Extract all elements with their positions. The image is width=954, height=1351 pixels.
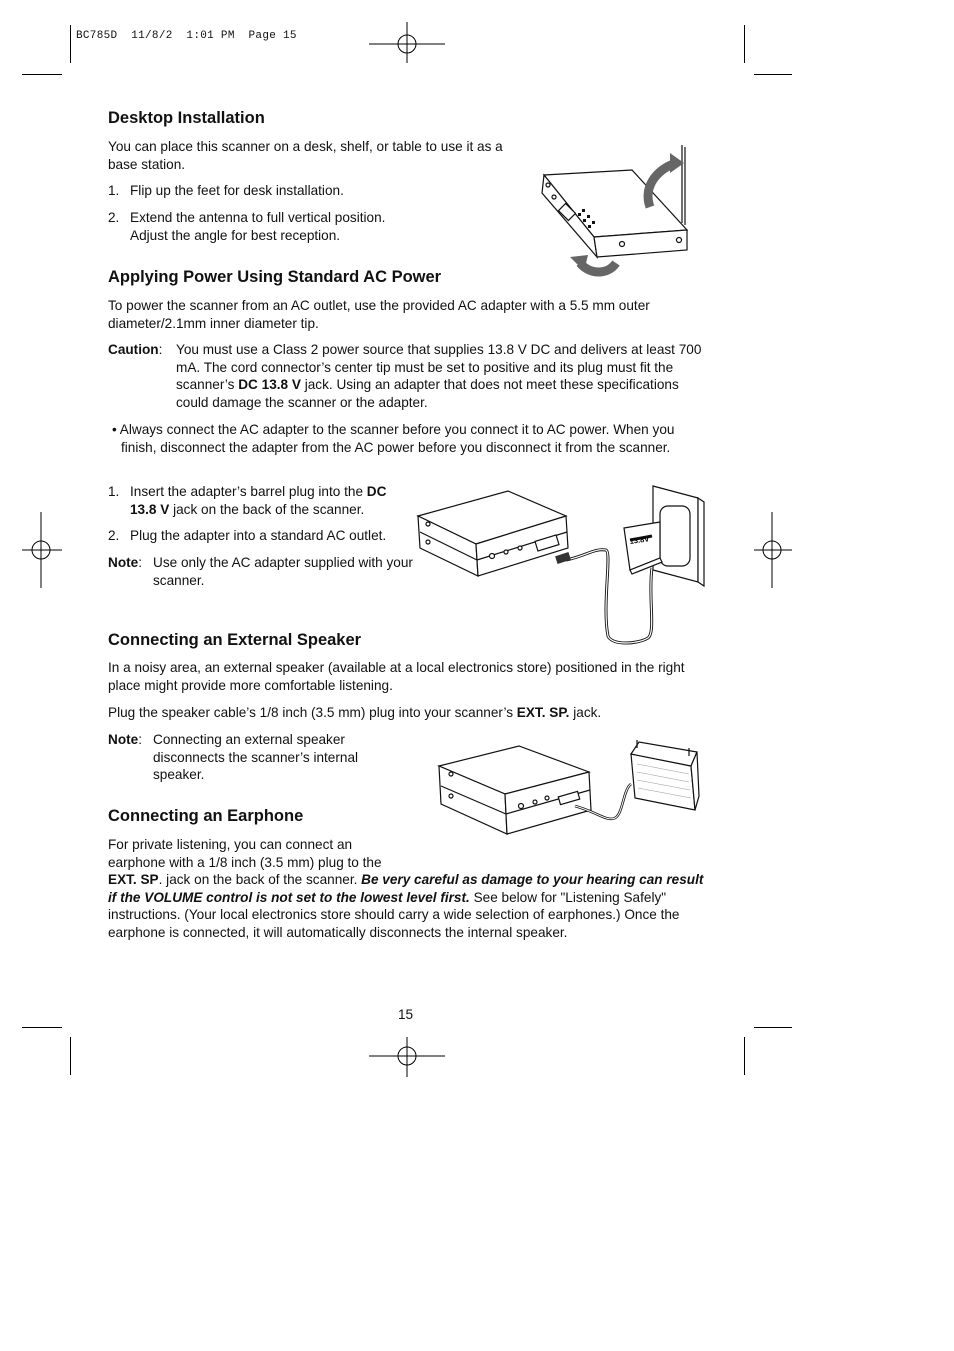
step-number: 1. bbox=[108, 183, 120, 198]
earphone-text: EXT. SP. jack on the back of the scanner. Be very careful as damage to your hearing can result if the VOLUME control is not set to the lowest level first. See below for "Listening Safely" instructions. (Your local electronics store should carry a wide selection of earphones.) Once the earphone is connected, it will automatically disconnects the internal speaker. bbox=[108, 872, 704, 940]
power-step-1: Insert the adapter’s barrel plug into the DC 13.8 V jack on the back of the scanner. bbox=[130, 484, 387, 517]
desktop-step-2: Extend the antenna to full vertical position. Adjust the angle for best reception. bbox=[130, 210, 386, 243]
section-heading-desktop: Desktop Installation bbox=[108, 109, 265, 127]
print-slug: BC785D 11/8/2 1:01 PM Page 15 bbox=[76, 30, 297, 42]
external-speaker-illustration bbox=[437, 738, 699, 838]
section-heading-earphone: Connecting an Earphone bbox=[108, 807, 304, 825]
step-number: 2. bbox=[108, 210, 120, 225]
ac-adapter-illustration bbox=[416, 486, 706, 646]
note-label: Note: bbox=[108, 555, 142, 570]
desktop-intro: You can place this scanner on a desk, shelf, or table to use it as a base station. bbox=[108, 139, 503, 172]
power-intro: To power the scanner from an AC outlet, use the provided AC adapter with a 5.5 mm outer diameter/2.1mm inner diameter tip. bbox=[108, 298, 650, 331]
power-bullet: • Always connect the AC adapter to the scanner before you connect it to AC power. When you finish, disconnect the adapter from the AC power before you disconnect it from the scanner. bbox=[112, 422, 675, 455]
power-step-2: Plug the adapter into a standard AC outlet. bbox=[130, 528, 387, 543]
caution-text: You must use a Class 2 power source that supplies 13.8 V DC and delivers at least 700 mA. The cord connector’s center tip must be set to positive and its plug must fit the scanner’s DC 13.8 V jack. Using an adapter that does not meet these specifications could damage the scanner or the adapter. bbox=[176, 342, 702, 410]
hearing-warning: Be very careful as damage to your hearing can result if the VOLUME control is not set to the lowest level first. bbox=[108, 872, 704, 905]
page-number: 15 bbox=[398, 1007, 414, 1022]
caution-label: Caution: bbox=[108, 342, 163, 357]
speaker-para-2: Plug the speaker cable’s 1/8 inch (3.5 mm) plug into your scanner’s EXT. SP. jack. bbox=[108, 705, 602, 720]
speaker-note: Connecting an external speaker disconnects the scanner’s internal speaker. bbox=[153, 732, 359, 783]
section-heading-speaker: Connecting an External Speaker bbox=[108, 631, 362, 649]
section-heading-power: Applying Power Using Standard AC Power bbox=[108, 268, 442, 286]
step-number: 1. bbox=[108, 484, 120, 499]
desktop-step-1: Flip up the feet for desk installation. bbox=[130, 183, 344, 198]
scanner-desktop-illustration bbox=[532, 145, 692, 285]
note-label: Note: bbox=[108, 732, 142, 747]
step-number: 2. bbox=[108, 528, 120, 543]
power-note: Use only the AC adapter supplied with your scanner. bbox=[153, 555, 413, 588]
adapter-voltage-label: 13.8V bbox=[629, 534, 650, 546]
speaker-para-1: In a noisy area, an external speaker (available at a local electronics store) positioned in the right place might provide more comfortable listening. bbox=[108, 660, 685, 693]
earphone-text-narrow: For private listening, you can connect an earphone with a 1/8 inch (3.5 mm) plug to the bbox=[108, 837, 382, 870]
